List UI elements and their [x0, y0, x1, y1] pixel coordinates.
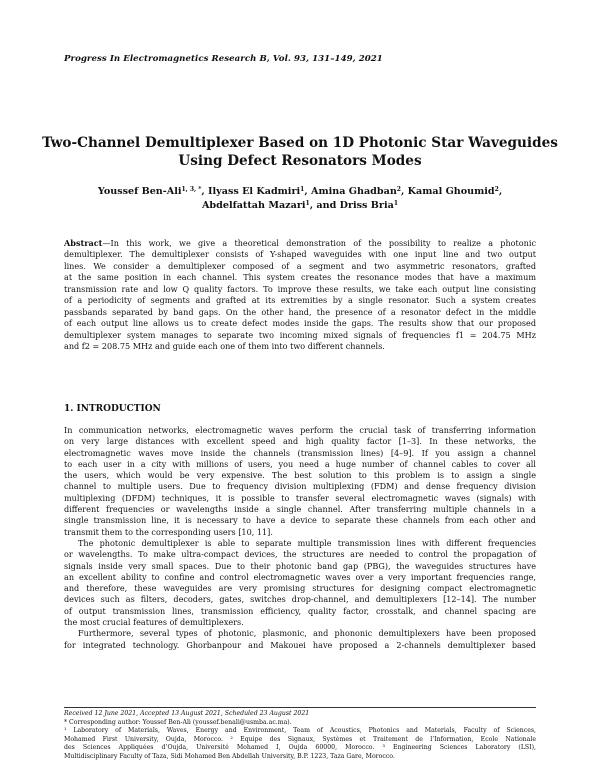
body-line: for integrated technology. Ghorbanpour and Makouei have proposed a 2-channels demultiplexer based	[64, 639, 536, 650]
body-line: or wavelengths. To make ultra-compact devices, the structures are needed to control the propagation of	[64, 549, 536, 560]
body-line: to each user in a city with millions of users, you need a huge number of channel cables to cover all	[64, 458, 536, 469]
author-name: Kamal Ghoumid	[407, 186, 495, 197]
abstract-line: lines. We consider a demultiplexer composed of a segment and two asymmetric resonators, grafted	[64, 260, 536, 271]
body-line: an excellent ability to confine and control electromagnetic waves over a very important frequencies range,	[64, 571, 536, 582]
abstract	[64, 238, 536, 353]
author-separator: ,	[498, 186, 503, 197]
body-line: electromagnetic waves move inside the channels (transmission lines) [4–9]. If you assign a channel	[64, 447, 536, 458]
author-name: Driss Bria	[339, 200, 394, 211]
body-line: on very large distances with excellent speed and high quality factor [1–3]. In these networks, the	[64, 436, 536, 447]
body-line: of output transmission lines, transmission efficiency, quality factor, crosstalk, and channel spacing are	[64, 605, 536, 616]
author-affiliation-mark: 2	[494, 186, 499, 193]
abstract-line: of a periodicity of segments and grafted at its extremities by a single resonator. Such a system creates	[64, 295, 536, 306]
author-separator: , and	[309, 200, 340, 211]
author-affiliation-mark: 1	[300, 186, 305, 193]
affiliation-line: Multidisciplinary Faculty of Taza, Sidi Mohamed Ben Abdellah University, B.P. 1223, Taza Gare, Morocco.	[64, 752, 395, 760]
author-line	[40, 185, 560, 199]
body-line: devices such as filters, decoders, gates, switches drop-channel, and demultiplexers [12–14]. The number	[64, 594, 536, 605]
affiliation-line: des Sciences Appliquées d’Oujda, Université Mohamed I, Oujda 60000, Morocco. ³ Engineering Sciences Laboratory (LSI),	[64, 744, 536, 751]
author-separator: ,	[304, 186, 312, 197]
title-line: Two-Channel Demultiplexer Based on 1D Photonic Star Waveguides	[42, 135, 558, 151]
abstract-line: Abstract—In this work, we give a theoretical demonstration of the possibility to realize a photonic	[64, 238, 536, 248]
body-line: transmit them to the corresponding users [10, 11].	[64, 526, 273, 537]
abstract-line: transmission rate and low Q quality factors. To improve these results, we take each output line consisting	[64, 283, 536, 294]
abstract-label: Abstract	[64, 238, 103, 248]
paper-title	[40, 134, 560, 170]
received-dates: Received 12 June 2021, Accepted 13 August 2021, Scheduled 23 August 2021	[64, 710, 310, 717]
abstract-line: demultiplexer system manages to separate two incoming mixed signals of frequencies f1 = 204.75 MHz	[64, 329, 536, 340]
body-line: multiplexing (DFDM) techniques, it is possible to transfer several electromagnetic waves (signals) with	[64, 492, 536, 503]
introduction-body	[64, 425, 536, 651]
body-line: Furthermore, several types of photonic, plasmonic, and phononic demultiplexers have been proposed	[78, 628, 536, 639]
body-line: different frequencies or wavelengths inside a single channel. After transferring multiple channels in a	[64, 504, 536, 515]
author-name: Amina Ghadban	[311, 186, 397, 197]
body-line: and therefore, these waveguides are very promising structures for designing compact electromagnetic	[64, 583, 536, 594]
corresponding-author: * Corresponding author: Youssef Ben-Ali (youssef.benali@usmba.ac.ma).	[64, 718, 292, 726]
author-line	[40, 199, 560, 213]
author-name: Ilyass El Kadmiri	[208, 186, 301, 197]
author-separator: ,	[201, 186, 209, 197]
title-line: Using Defect Resonators Modes	[178, 153, 422, 169]
author-affiliation-mark: 1	[393, 200, 399, 207]
body-line: the users, which would be very expensive. The best solution to this problem is to assign a single	[64, 470, 536, 481]
author-name: Youssef Ben-Ali	[97, 186, 182, 197]
body-line: channel to multiple users. Due to frequency division multiplexing (FDM) and dense frequency division	[64, 481, 536, 492]
body-line: signals inside very small spaces. Due to their photonic band gap (PBG), the waveguides structures have	[64, 560, 536, 571]
author-name: Abdelfattah Mazari	[201, 200, 306, 211]
abstract-line: passbands separated by band gaps. On the other hand, the presence of a resonator defect in the middle	[64, 306, 536, 317]
author-affiliation-mark: 2	[396, 186, 401, 193]
author-affiliation-mark: 1	[305, 200, 310, 207]
abstract-line: and f2 = 208.75 MHz and guide each one of them into two different channels.	[64, 341, 385, 352]
author-affiliation-mark: 1, 3, *	[181, 186, 202, 193]
body-line: the most crucial features of demultiplexers.	[64, 617, 244, 628]
section-heading: 1. INTRODUCTION	[64, 404, 161, 414]
body-line: The photonic demultiplexer is able to separate multiple transmission lines with different frequencies	[78, 537, 536, 548]
author-separator: ,	[400, 186, 408, 197]
footnote-rule	[64, 707, 536, 708]
journal-header: Progress In Electromagnetics Research B, Vol. 93, 131–149, 2021	[64, 54, 383, 64]
author-list	[40, 185, 560, 213]
abstract-line: demultiplexer. The demultiplexer consists of Y-shaped waveguides with one input line and two output	[64, 249, 536, 260]
affiliation-line: ¹ Laboratory of Materials, Waves, Energy and Environment, Team of Acoustics, Photonics and Materials, Faculty of Sciences,	[64, 727, 536, 734]
abstract-line: of each output line allows us to create defect modes inside the gaps. The results show that our proposed	[64, 318, 536, 329]
affiliation-line: Mohamed First University, Oujda, Morocco. ² Equipe des Signaux, Systèmes et Traitement de l’Information, Ecole Nationale	[64, 735, 536, 743]
abstract-line: at the same position in each channel. This system creates the resonance modes that have a maximum	[64, 272, 536, 283]
body-line: single transmission line, it is necessary to have a device to separate these channels from each other and	[64, 515, 536, 526]
body-line: In communication networks, electromagnetic waves perform the crucial task of transferring information	[64, 425, 536, 435]
footnotes	[64, 710, 536, 761]
